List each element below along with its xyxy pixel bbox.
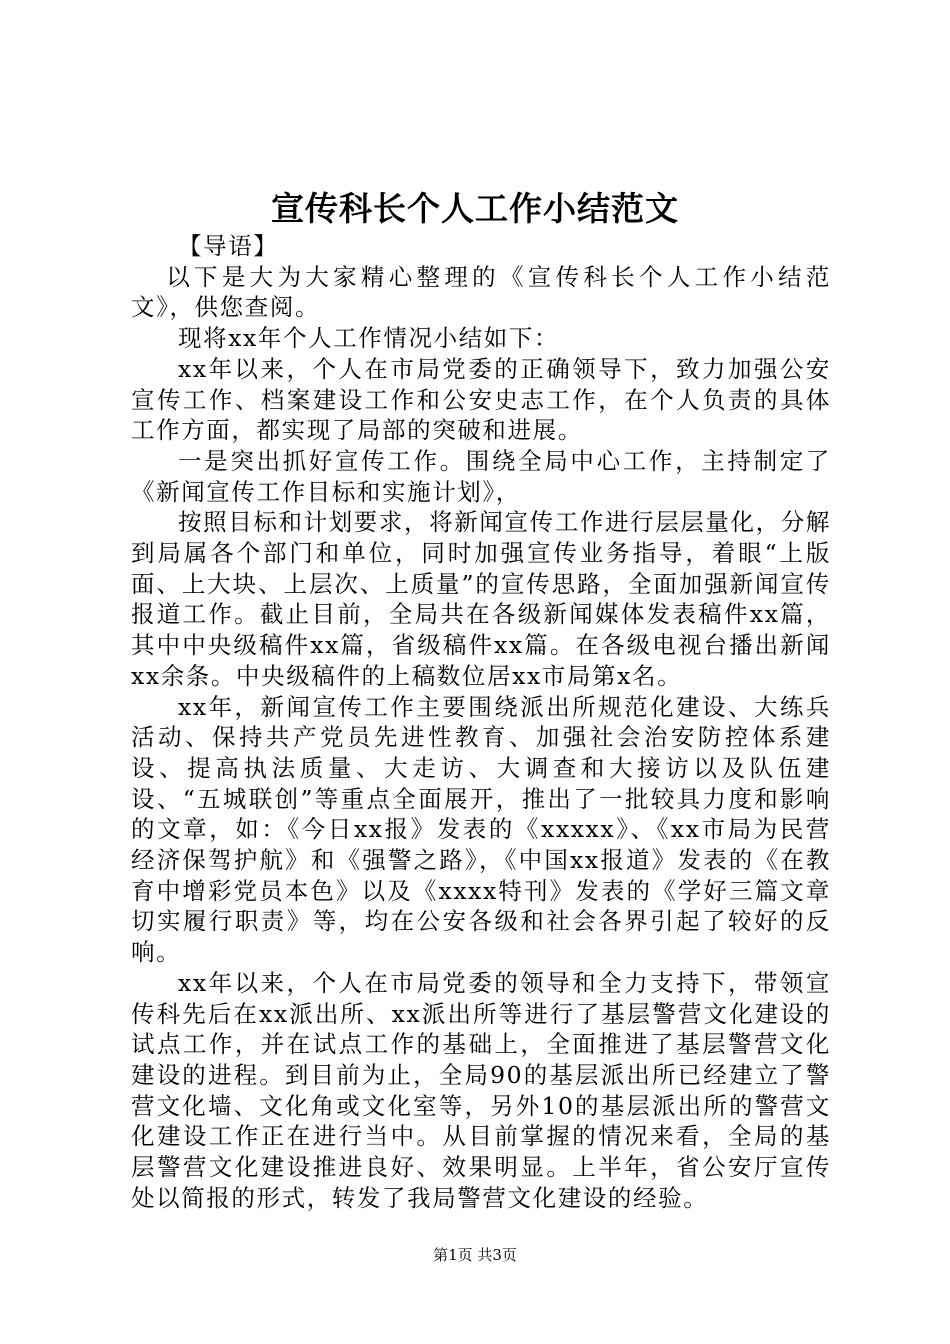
publicity-work-paragraph: 一是突出抓好宣传工作。围绕全局中心工作，主持制定了《新闻宣传工作目标和实施计划》， bbox=[131, 446, 831, 506]
police-culture-paragraph: xx年以来，个人在市局党委的领导和全力支持下，带领宣传科先后在xx派出所、xx派出所等进行了基层警营文化建设的试点工作，并在试点工作的基础上，全面推进了基层警营文化建设的进程。到目前为止，全局90的基层派出所已经建立了警营文化墙、文化角或文化室等，另外10的基层派出所的警营文化建设工作正在进行当中。从目前掌握的情况来看，全局的基层警营文化建设推进良好、效果明显。上半年，省公安厅宣传处以简报的形式，转发了我局警营文化建设的经验。 bbox=[131, 968, 831, 1212]
summary-lead-paragraph: 现将xx年个人工作情况小结如下： bbox=[178, 324, 560, 353]
document-body bbox=[131, 231, 831, 1214]
news-statistics-paragraph: 按照目标和计划要求，将新闻宣传工作进行层层量化，分解到局属各个部门和单位，同时加强宣传业务指导，着眼“上版面、上大块、上层次、上质量”的宣传思路，全面加强新闻宣传报道工作。截止目前，全局共在各级新闻媒体发表稿件xx篇，其中中央级稿件xx篇，省级稿件xx篇。在各级电视台播出新闻xx余条。中央级稿件的上稿数位居xx市局第x名。 bbox=[131, 508, 831, 690]
page-number-footer: 第1页 共3页 bbox=[433, 1246, 517, 1264]
news-topics-paragraph: xx年，新闻宣传工作主要围绕派出所规范化建设、大练兵活动、保持共产党员先进性教育、加强社会治安防控体系建设、提高执法质量、大走访、大调查和大接访以及队伍建设、“五城联创”等重点全面展开，推出了一批较具力度和影响的文章，如：《今日xx报》发表的《xxxxx》、《xx市局为民营经济保驾护航》和《强警之路》，《中国xx报道》发表的《在教育中增彩党员本色》以及《xxxx特刊》发表的《学好三篇文章切实履行职责》等，均在公安各级和社会各界引起了较好的反响。 bbox=[131, 692, 831, 967]
overview-paragraph: xx年以来，个人在市局党委的正确领导下，致力加强公安宣传工作、档案建设工作和公安史志工作，在个人负责的具体工作方面，都实现了局部的突破和进展。 bbox=[131, 354, 831, 445]
intro-paragraph: 以下是大为大家精心整理的《宣传科长个人工作小结范文》，供您查阅。 bbox=[131, 262, 831, 322]
document-title: 宣传科长个人工作小结范文 bbox=[271, 189, 679, 228]
intro-heading: 【导语】 bbox=[178, 232, 279, 260]
